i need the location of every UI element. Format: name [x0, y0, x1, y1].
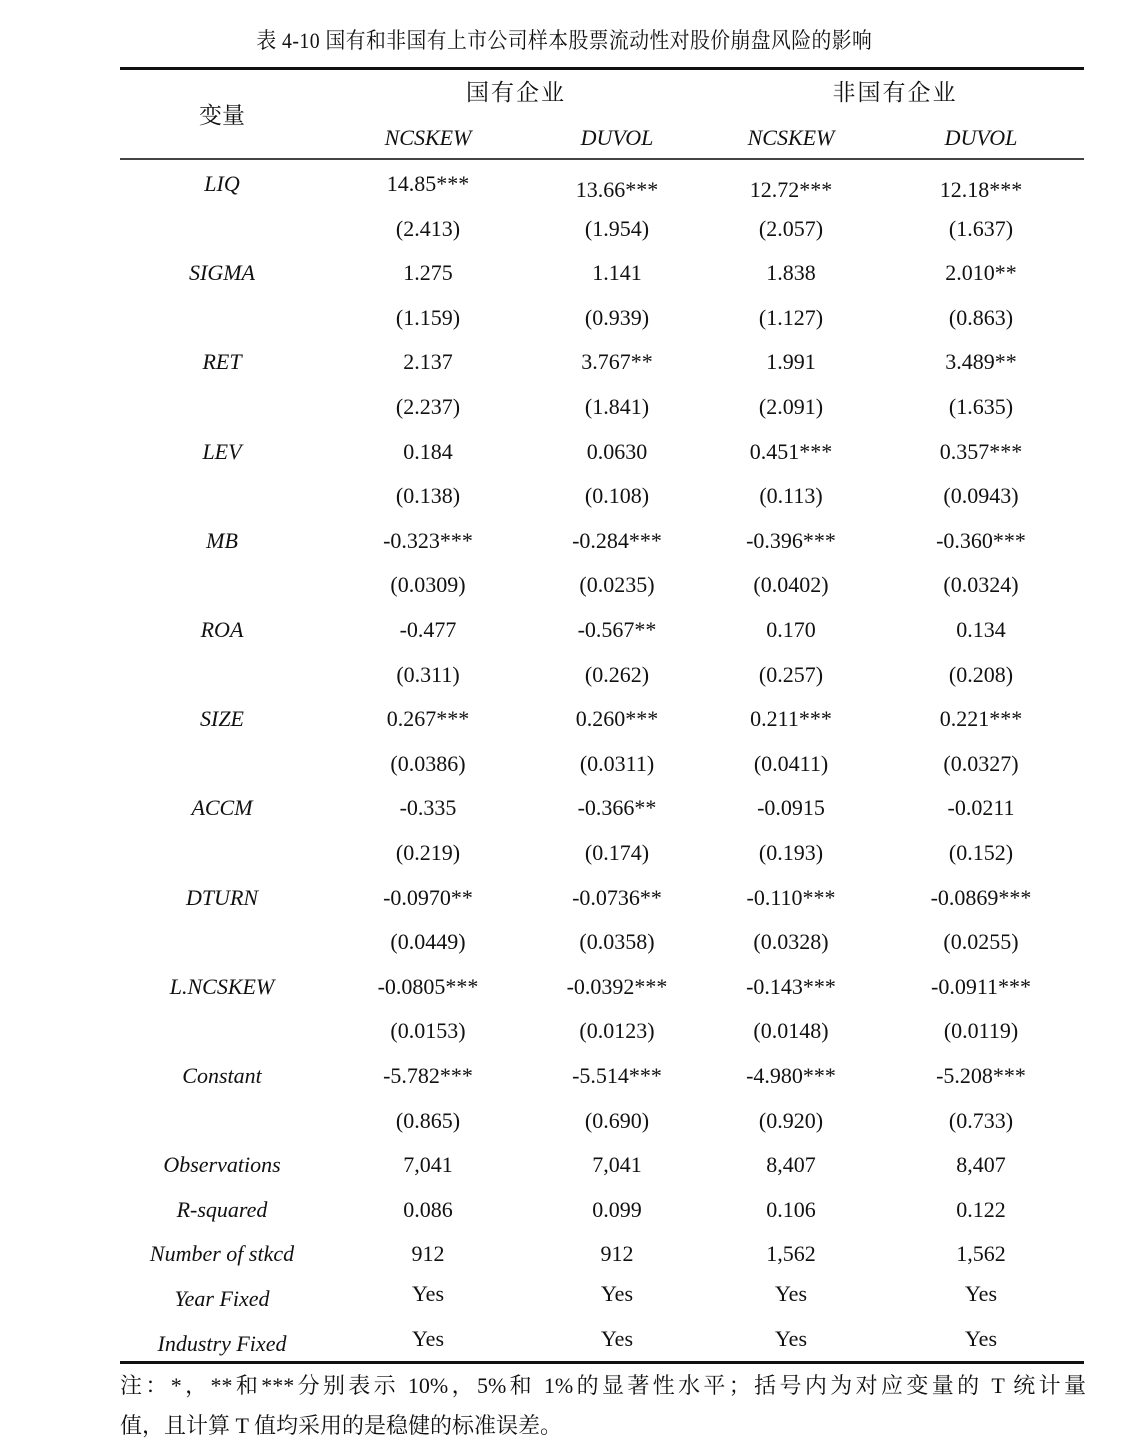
coefficient-cell: 0.451*** [749, 438, 833, 464]
note-line-1: 注：*，**和***分别表示 10%，5%和 1%的显著性水平；括号内为对应变量的 T 统计量 [120, 1373, 1086, 1398]
std-error-cell: (0.0943) [943, 483, 1019, 509]
std-error-cell: (0.0311) [579, 750, 655, 776]
std-error-cell: (2.091) [758, 394, 824, 419]
stat-value-cell: 0.122 [956, 1196, 1006, 1222]
std-error-cell: (0.863) [948, 304, 1014, 330]
coefficient-cell: -0.0392*** [566, 973, 668, 999]
row-label: Constant [182, 1063, 262, 1088]
std-error-cell: (0.208) [948, 661, 1014, 687]
std-error-cell: (1.159) [395, 304, 461, 330]
stat-value-cell: Yes [964, 1281, 998, 1306]
std-error-cell: (0.0449) [390, 929, 466, 955]
std-error-cell: (0.108) [584, 483, 650, 509]
coefficient-cell: 3.767** [581, 349, 653, 375]
group-header-non-soe: 非国有企业 [832, 80, 958, 105]
coefficient-cell: 12.18*** [939, 177, 1023, 202]
header-rule [120, 158, 1084, 160]
std-error-cell: (0.0411) [753, 750, 829, 776]
row-label: DTURN [185, 884, 259, 910]
std-error-cell: (1.954) [584, 215, 650, 241]
coefficient-cell: 1.991 [766, 349, 816, 375]
coefficient-cell: 2.137 [403, 349, 453, 375]
coefficient-cell: -0.366** [577, 795, 657, 821]
std-error-cell: (1.637) [948, 215, 1014, 241]
stat-value-cell: Yes [411, 1325, 445, 1351]
coefficient-cell: -0.110*** [746, 884, 836, 910]
std-error-cell: (0.257) [758, 661, 824, 687]
std-error-cell: (1.841) [584, 394, 650, 419]
coefficient-cell: -5.514*** [572, 1063, 662, 1088]
std-error-cell: (0.138) [395, 483, 461, 509]
row-label: SIGMA [189, 260, 255, 286]
coefficient-cell: 0.260*** [575, 706, 659, 732]
coefficient-cell: 13.66*** [575, 177, 659, 202]
coefficient-cell: -0.567** [577, 617, 657, 642]
std-error-cell: (0.0309) [390, 572, 466, 598]
std-error-cell: (0.0324) [943, 572, 1019, 598]
coefficient-cell: -0.0805*** [377, 973, 479, 999]
coefficient-cell: 0.134 [956, 617, 1006, 642]
stat-value-cell: 0.086 [403, 1196, 453, 1222]
row-label: ACCM [191, 795, 253, 821]
stat-value-cell: Yes [774, 1281, 808, 1306]
stat-value-cell: 0.106 [766, 1196, 816, 1222]
coefficient-cell: -5.208*** [936, 1063, 1026, 1088]
coefficient-cell: 0.0630 [586, 438, 648, 464]
std-error-cell: (0.0148) [753, 1018, 829, 1044]
row-label: LIQ [204, 171, 240, 196]
std-error-cell: (0.690) [584, 1107, 650, 1133]
coefficient-cell: -0.0736** [572, 884, 662, 910]
column-header: DUVOL [580, 125, 654, 150]
stat-value-cell: Yes [600, 1325, 634, 1351]
coefficient-cell: -0.323*** [383, 527, 473, 553]
coefficient-cell: -0.477 [399, 617, 457, 642]
stat-label: Observations [163, 1152, 281, 1178]
std-error-cell: (0.113) [759, 483, 823, 509]
stat-value-cell: 8,407 [766, 1152, 816, 1178]
std-error-cell: (0.0327) [943, 750, 1019, 776]
coefficient-cell: -0.0211 [947, 795, 1015, 821]
coefficient-cell: -0.0911*** [930, 973, 1032, 999]
stat-value-cell: 8,407 [956, 1152, 1006, 1178]
coefficient-cell: -0.0869*** [930, 884, 1032, 910]
coefficient-cell: 0.221*** [939, 706, 1023, 732]
stat-value-cell: Yes [411, 1281, 445, 1306]
std-error-cell: (0.311) [396, 661, 460, 687]
stat-label: Industry Fixed [157, 1330, 287, 1356]
std-error-cell: (2.057) [758, 215, 824, 241]
stat-value-cell: 0.099 [592, 1196, 642, 1222]
row-label: LEV [202, 438, 242, 464]
row-label: MB [206, 527, 238, 553]
stat-value-cell: Yes [774, 1325, 808, 1351]
coefficient-cell: 1.141 [592, 260, 642, 286]
std-error-cell: (1.635) [948, 394, 1014, 419]
column-header: NCSKEW [384, 125, 472, 150]
std-error-cell: (0.0402) [753, 572, 829, 598]
stat-label: Year Fixed [174, 1286, 270, 1311]
coefficient-cell: -0.0915 [757, 795, 825, 821]
coefficient-cell: -0.0970** [383, 884, 473, 910]
coefficient-cell: -5.782*** [383, 1063, 473, 1088]
row-label: L.NCSKEW [169, 973, 275, 999]
stat-value-cell: 1,562 [956, 1241, 1006, 1267]
coefficient-cell: 2.010** [945, 260, 1017, 286]
coefficient-cell: -0.360*** [936, 527, 1026, 553]
std-error-cell: (2.413) [395, 215, 461, 241]
group-header-soe: 国有企业 [466, 80, 566, 105]
coefficient-cell: -0.335 [399, 795, 457, 821]
std-error-cell: (0.262) [584, 661, 650, 687]
std-error-cell: (0.733) [948, 1107, 1014, 1133]
stat-value-cell: 7,041 [592, 1152, 642, 1178]
row-label: RET [202, 349, 242, 375]
coefficient-cell: -4.980*** [746, 1063, 836, 1088]
std-error-cell: (0.0153) [390, 1018, 466, 1044]
stat-label: Number of stkcd [149, 1241, 295, 1267]
std-error-cell: (0.0358) [579, 929, 655, 955]
coefficient-cell: 0.267*** [386, 706, 470, 732]
std-error-cell: (0.193) [758, 840, 824, 865]
coefficient-cell: 12.72*** [749, 177, 833, 202]
coefficient-cell: 1.275 [403, 260, 453, 286]
std-error-cell: (0.219) [395, 840, 461, 865]
coefficient-cell: 3.489** [945, 349, 1017, 375]
std-error-cell: (0.0255) [943, 929, 1019, 955]
variable-column-header: 变量 [199, 103, 245, 128]
bottom-rule [120, 1361, 1084, 1364]
std-error-cell: (0.939) [584, 304, 650, 330]
column-header: NCSKEW [747, 125, 835, 150]
std-error-cell: (1.127) [758, 304, 824, 330]
coefficient-cell: 0.184 [403, 438, 453, 464]
row-label: ROA [200, 617, 244, 642]
std-error-cell: (0.174) [584, 840, 650, 865]
coefficient-cell: -0.284*** [572, 527, 662, 553]
note-line-2: 值，且计算 T 值均采用的是稳健的标准误差。 [120, 1413, 563, 1438]
coefficient-cell: 0.357*** [939, 438, 1023, 464]
coefficient-cell: 14.85*** [386, 171, 470, 196]
stat-value-cell: Yes [964, 1325, 998, 1351]
std-error-cell: (0.865) [395, 1107, 461, 1133]
stat-value-cell: 912 [600, 1241, 634, 1267]
row-label: SIZE [200, 706, 244, 732]
stat-value-cell: 1,562 [766, 1241, 816, 1267]
column-header: DUVOL [944, 125, 1018, 150]
table-caption: 表 4-10 国有和非国有上市公司样本股票流动性对股价崩盘风险的影响 [256, 28, 873, 53]
std-error-cell: (0.0386) [390, 750, 466, 776]
coefficient-cell: 0.170 [766, 617, 816, 642]
table-note [120, 1366, 1086, 1438]
stat-value-cell: 7,041 [403, 1152, 453, 1178]
std-error-cell: (0.0328) [753, 929, 829, 955]
stat-value-cell: 912 [411, 1241, 445, 1267]
stat-label: R-squared [176, 1196, 268, 1222]
std-error-cell: (0.152) [948, 840, 1014, 865]
std-error-cell: (0.920) [758, 1107, 824, 1133]
coefficient-cell: 1.838 [766, 260, 816, 286]
top-rule [120, 67, 1084, 70]
std-error-cell: (2.237) [395, 394, 461, 419]
std-error-cell: (0.0119) [943, 1018, 1019, 1044]
coefficient-cell: 0.211*** [750, 706, 832, 732]
std-error-cell: (0.0123) [579, 1018, 655, 1044]
coefficient-cell: -0.143*** [746, 973, 836, 999]
coefficient-cell: -0.396*** [746, 527, 836, 553]
std-error-cell: (0.0235) [579, 572, 655, 598]
stat-value-cell: Yes [600, 1281, 634, 1306]
